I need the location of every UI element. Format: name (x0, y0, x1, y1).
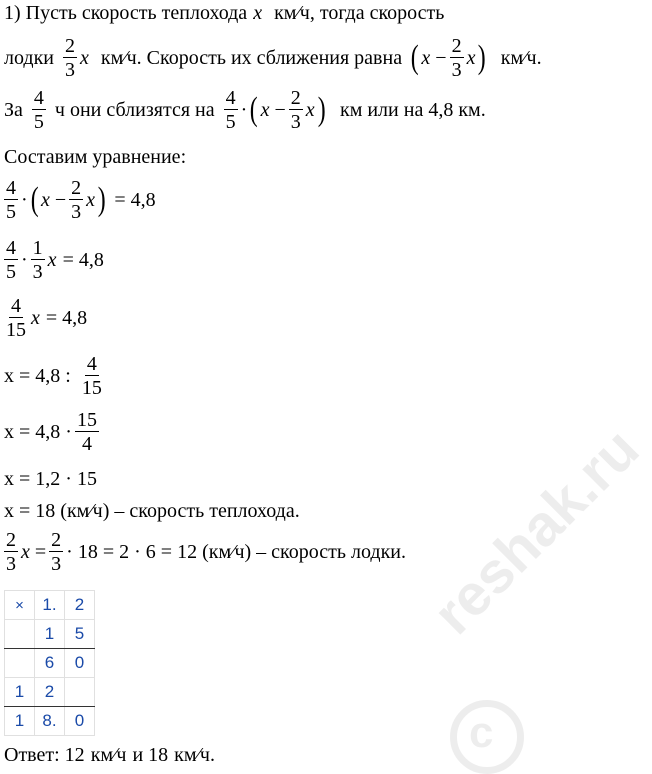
unit: км⁄ч (100, 46, 137, 69)
line-3: За $\frac{4}{5}$ ч они сблизятся на $\frac{4}{5}$ · ( x − $\frac{2}{3}$ x ) км или на 4,8 км. (4, 87, 486, 133)
text-2-mid: . Скорость их сближения равна (136, 46, 403, 69)
text-1-start: 1) Пусть скорость теплохода (4, 2, 248, 24)
watermark: reshak.ru (420, 416, 652, 647)
equation-3: $\frac{4}{15}$ x = 4,8 (6, 295, 88, 341)
setup-text: Составим уравнение: (4, 146, 187, 168)
setup-line (4, 146, 186, 169)
unit: км⁄ч (500, 46, 537, 69)
line-2: лодки $\frac{2}{3}$ x км⁄ч . Скорость их сближения равна ( x − $\frac{2}{3}$ x ) км⁄ч . (4, 35, 542, 81)
var-x: x (253, 2, 263, 24)
copyright-letter: c (469, 708, 494, 757)
equation-7: x = 18 ( км⁄ч ) – скорость теплохода. (4, 500, 300, 522)
equation-8: $\frac{2}{3}$ x = $\frac{2}{3}$ · 18 = 2 · 6 = 12 ( км⁄ч ) – скорость лодки. (6, 529, 406, 575)
equation-4: x = 4,8 : $\frac{4}{15}$ (4, 353, 102, 399)
text-3-mid: ч они сблизятся на (54, 98, 215, 121)
equation-6: x = 1,2 · 15 (4, 468, 97, 490)
text-1-mid: , тогда скорость (309, 2, 445, 24)
fraction: $\frac{4}{5}$ (225, 87, 236, 133)
answer-line: Ответ: 12 км⁄ч и 18 км⁄ч . (4, 744, 215, 766)
var-x: x (80, 46, 89, 69)
line-1 (4, 2, 444, 25)
equation-1: $\frac{4}{5}$ · ( x − $\frac{2}{3}$ x ) = 4,8 (6, 177, 156, 223)
text-3-start: За (4, 98, 23, 121)
equation-5: x = 4,8 · $\frac{15}{4}$ (4, 409, 97, 455)
text-3-end: км или на 4,8 км. (339, 98, 486, 121)
multiplication-grid: × 1. 2 1 5 6 0 1 2 1 8. 0 (4, 590, 95, 736)
unit: км⁄ч (274, 2, 310, 24)
fraction: $\frac{2}{3}$ (65, 35, 75, 81)
fraction: $\frac{2}{3}$ (290, 87, 301, 133)
fraction: $\frac{2}{3}$ (451, 35, 462, 81)
fraction: $\frac{4}{5}$ (33, 87, 44, 133)
eq1-result: = 4,8 (114, 188, 156, 211)
text-2-start: лодки (4, 46, 54, 69)
equation-2: $\frac{4}{5}$ · $\frac{1}{3}$ x = 4,8 (6, 237, 104, 283)
